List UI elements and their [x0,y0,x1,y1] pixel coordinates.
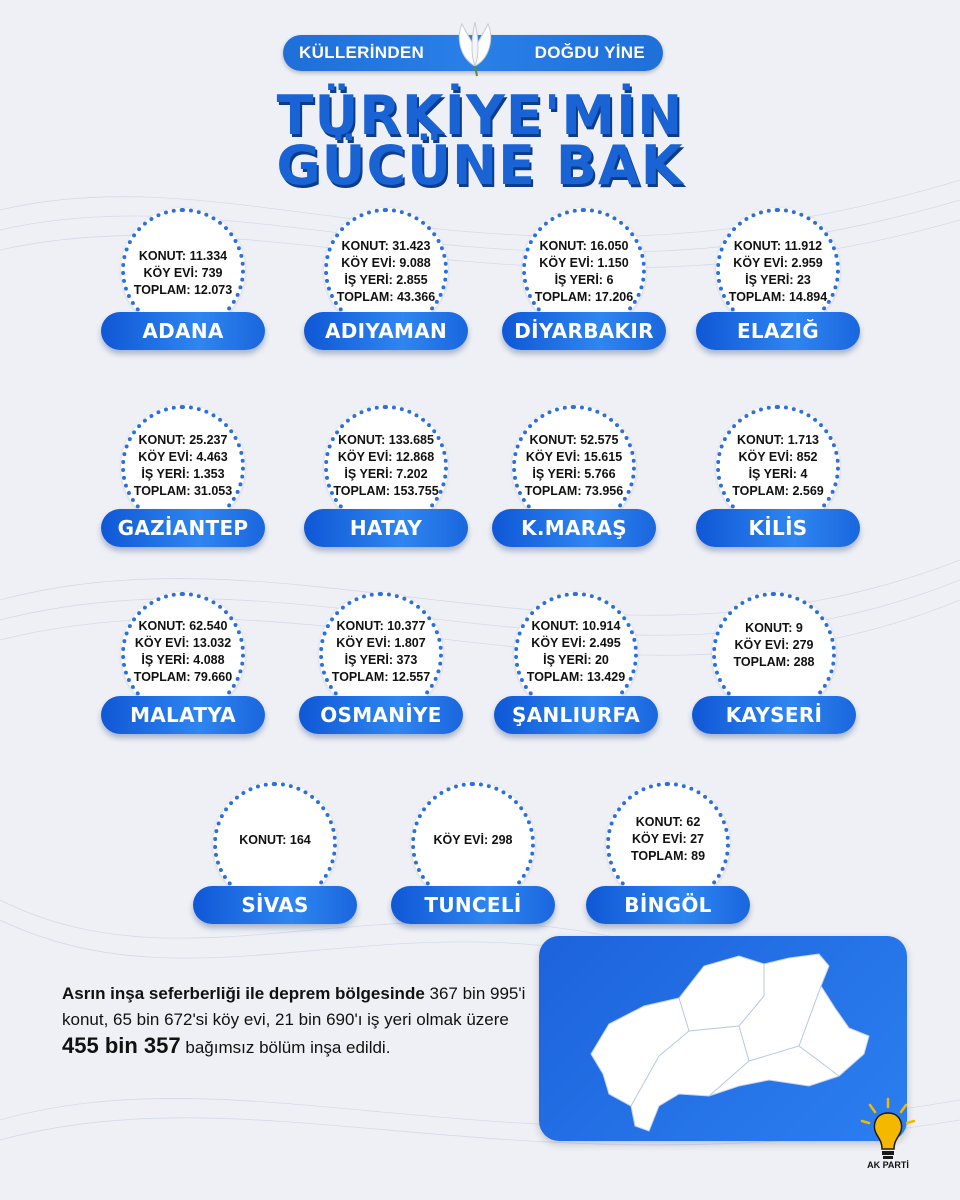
stat-line: KONUT: 11.334 [138,249,228,263]
header-pill-left-text: KÜLLERİNDEN [299,43,425,62]
city-stats [688,432,868,500]
city-name-label: TUNCELİ [391,886,555,924]
city-name-label: HATAY [304,509,468,547]
city-stats [296,432,476,500]
stat-line: KÖY EVİ: 12.868 [337,450,435,464]
summary-body: 367 bin 995'i konut, 65 bin 672'si köy evi, 21 bin 690'ı iş yeri olmak üzere [62,984,526,1029]
city-stats [93,248,273,299]
city-name-label: GAZİANTEP [101,509,265,547]
stat-line: KÖY EVİ: 27 [631,832,705,846]
stat-line: KÖY EVİ: 852 [738,450,818,464]
city-card-gaziantep [93,405,273,545]
stat-line: KÖY EVİ: 2.495 [531,636,621,650]
city-card-malatya [93,592,273,732]
stat-line: KONUT: 31.423 [341,239,431,253]
main-title-line-2: GÜCÜNE BAK [276,134,684,197]
city-stats [93,432,273,500]
stat-line: İŞ YERİ: 373 [344,653,418,667]
city-card-tunceli [383,782,563,922]
city-name-label: ADANA [101,312,265,350]
city-stats [684,620,864,671]
stat-line: KÖY EVİ: 2.959 [733,256,823,270]
stat-line: KONUT: 52.575 [529,433,619,447]
city-card-bingol [578,782,758,922]
stat-line: KÖY EVİ: 1.150 [539,256,629,270]
earthquake-region-map [539,936,907,1141]
stat-line: KÖY EVİ: 279 [734,638,814,652]
city-stats [578,814,758,865]
stat-line: KONUT: 133.685 [338,433,434,447]
summary-tail: bağımsız bölüm inşa edildi. [185,1038,391,1057]
city-name-label: K.MARAŞ [492,509,656,547]
region-map-icon [539,936,907,1141]
stat-line: KONUT: 11.912 [733,239,823,253]
stat-line: KÖY EVİ: 13.032 [134,636,232,650]
stat-line: İŞ YERİ: 5.766 [532,467,616,481]
lily-flower-icon [450,18,500,78]
stat-line: İŞ YERİ: 7.202 [344,467,428,481]
stat-line: TOPLAM: 288 [733,655,815,669]
city-name-label: OSMANİYE [299,696,463,734]
city-card-adana [93,208,273,348]
header-pill-right-text: DOĞDU YİNE [534,43,645,62]
city-stats [291,618,471,686]
stat-line: KÖY EVİ: 4.463 [138,450,228,464]
city-card-kilis [688,405,868,545]
city-stats [383,832,563,849]
stat-line: TOPLAM: 12.073 [133,283,233,297]
summary-lead: Asrın inşa seferberliği ile deprem bölgesinde [62,984,425,1003]
city-card-kayseri [684,592,864,732]
stat-line: TOPLAM: 2.569 [732,484,824,498]
stat-line: KÖY EVİ: 9.088 [341,256,431,270]
stat-line: KONUT: 10.914 [531,619,621,633]
main-title-line-1: TÜRKİYE'MİN [276,84,684,147]
stat-line: KONUT: 25.237 [138,433,228,447]
stat-line: KÖY EVİ: 1.807 [336,636,426,650]
city-name-label: SİVAS [193,886,357,924]
city-card-hatay [296,405,476,545]
stat-line: İŞ YERİ: 6 [554,273,614,287]
city-card-kmaras [484,405,664,545]
stat-line: İŞ YERİ: 4 [748,467,808,481]
stat-line: TOPLAM: 17.206 [534,290,634,304]
stat-line: KÖY EVİ: 739 [143,266,223,280]
stat-line: KONUT: 62.540 [138,619,228,633]
stat-line: TOPLAM: 13.429 [526,670,626,684]
stat-line: TOPLAM: 43.366 [336,290,436,304]
summary-highlight: 455 bin 357 [62,1033,181,1058]
city-name-label: DİYARBAKIR [502,312,666,350]
city-stats [484,432,664,500]
city-stats [93,618,273,686]
city-name-label: ELAZIĞ [696,312,860,350]
stat-line: İŞ YERİ: 20 [543,653,609,667]
stat-line: KÖY EVİ: 298 [433,833,513,847]
stat-line: TOPLAM: 79.660 [133,670,233,684]
city-name-label: ADIYAMAN [304,312,468,350]
city-name-label: MALATYA [101,696,265,734]
city-stats [185,832,365,849]
city-stats [688,238,868,306]
stat-line: KONUT: 1.713 [737,433,819,447]
stat-line: KONUT: 62 [635,815,701,829]
stat-line: KÖY EVİ: 15.615 [525,450,623,464]
city-stats [494,238,674,306]
stat-line: İŞ YERİ: 1.353 [141,467,225,481]
summary-text [62,981,542,1061]
stat-line: KONUT: 16.050 [539,239,629,253]
city-name-label: KİLİS [696,509,860,547]
city-card-diyarbakir [494,208,674,348]
city-name-label: BİNGÖL [586,886,750,924]
stat-line: TOPLAM: 31.053 [133,484,233,498]
city-stats [296,238,476,306]
stat-line: TOPLAM: 14.894 [728,290,828,304]
city-name-label: ŞANLIURFA [494,696,658,734]
city-stats [486,618,666,686]
stat-line: TOPLAM: 153.755 [333,484,439,498]
stat-line: KONUT: 10.377 [336,619,426,633]
ak-parti-logo-text: AK PARTİ [867,1160,909,1170]
stat-line: İŞ YERİ: 4.088 [141,653,225,667]
city-card-osmaniye [291,592,471,732]
city-card-sanliurfa [486,592,666,732]
stat-line: TOPLAM: 89 [630,849,706,863]
stat-line: KONUT: 9 [745,621,803,635]
stat-line: İŞ YERİ: 2.855 [344,273,428,287]
stat-line: TOPLAM: 12.557 [331,670,431,684]
city-card-sivas [185,782,365,922]
stat-line: İŞ YERİ: 23 [745,273,811,287]
stat-line: TOPLAM: 73.956 [524,484,624,498]
city-card-adiyaman [296,208,476,348]
ak-parti-bulb-logo-icon [858,1095,918,1165]
city-name-label: KAYSERİ [692,696,856,734]
city-card-elazig [688,208,868,348]
stat-line: KONUT: 164 [239,833,311,847]
